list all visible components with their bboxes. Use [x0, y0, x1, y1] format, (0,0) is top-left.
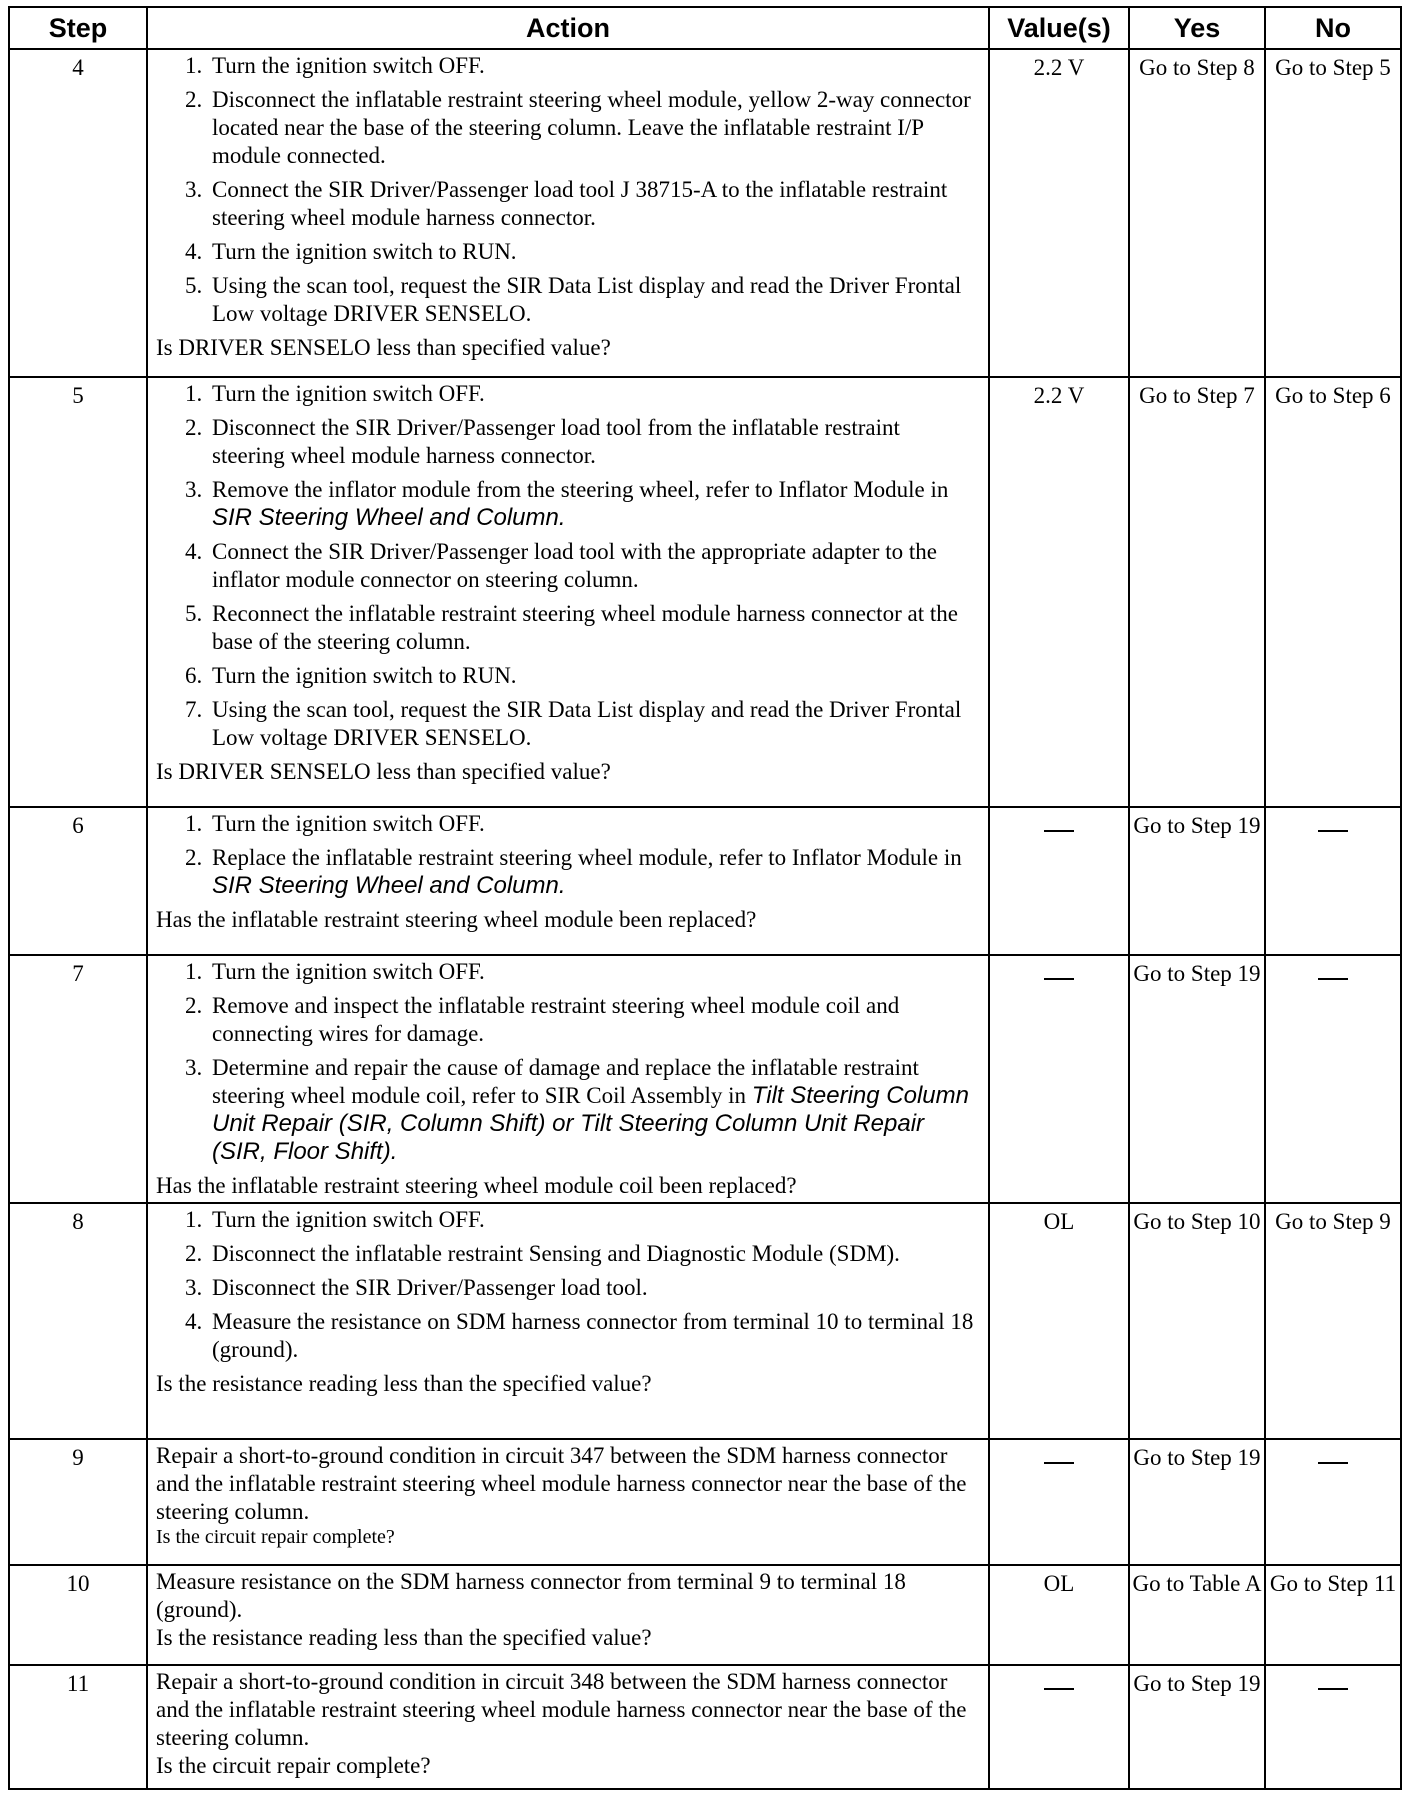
table-row	[9, 1665, 1401, 1789]
action-step: 2. Remove and inspect the inflatable restraint steering wheel module coil and connecting wires for damage.	[208, 992, 978, 1048]
value-cell	[989, 955, 1129, 1203]
action-question: Is the circuit repair complete?	[156, 1753, 431, 1778]
action-step: 4. Measure the resistance on SDM harness connector from terminal 10 to terminal 18 (ground).	[208, 1308, 978, 1364]
action-step: 2. Disconnect the inflatable restraint Sensing and Diagnostic Module (SDM).	[208, 1240, 978, 1268]
manual-reference: Tilt Steering Column Unit Repair (SIR, Column Shift) or Tilt Steering Column Unit Repair (SIR, Floor Shift).	[212, 1082, 969, 1165]
diagnostic-table	[8, 6, 1402, 1790]
value-cell: OL	[989, 1565, 1129, 1665]
dash-mark	[1318, 978, 1348, 980]
action-cell	[147, 49, 989, 377]
action-text: Repair a short-to-ground condition in circuit 347 between the SDM harness connector and the inflatable restraint steering wheel module harness connector near the base of the steering column.	[156, 1443, 967, 1524]
manual-reference: SIR Steering Wheel and Column.	[212, 872, 566, 899]
action-step: 7. Using the scan tool, request the SIR Data List display and read the Driver Frontal Low voltage DRIVER SENSELO.	[208, 696, 978, 752]
action-step-text: Remove the inflator module from the steering wheel, refer to Inflator Module in	[212, 477, 949, 502]
no-cell	[1265, 1439, 1401, 1565]
action-question: Has the inflatable restraint steering wheel module coil been replaced?	[156, 1173, 797, 1198]
header-yes: Yes	[1129, 7, 1265, 49]
step-number: 5	[9, 377, 147, 807]
dash-mark	[1318, 830, 1348, 832]
action-step: 6. Turn the ignition switch to RUN.	[208, 662, 978, 690]
action-step: 3. Connect the SIR Driver/Passenger load tool J 38715-A to the inflatable restraint steering wheel module harness connector.	[208, 176, 978, 232]
value-cell	[989, 807, 1129, 955]
table-row	[9, 955, 1401, 1203]
action-question: Is the resistance reading less than the specified value?	[156, 1625, 652, 1650]
dash-mark	[1044, 1462, 1074, 1464]
step-number: 9	[9, 1439, 147, 1565]
action-step: 5. Reconnect the inflatable restraint steering wheel module harness connector at the base of the steering column.	[208, 600, 978, 656]
header-action: Action	[147, 7, 989, 49]
step-number: 11	[9, 1665, 147, 1789]
action-cell	[147, 1439, 989, 1565]
action-step	[208, 844, 978, 900]
action-step: 1. Turn the ignition switch OFF.	[208, 1206, 978, 1234]
no-cell: Go to Step 5	[1265, 49, 1401, 377]
action-steps	[156, 810, 978, 900]
action-step: 1. Turn the ignition switch OFF.	[208, 52, 978, 80]
manual-reference: SIR Steering Wheel and Column.	[212, 504, 566, 531]
no-cell: Go to Step 9	[1265, 1203, 1401, 1439]
action-step: 1. Turn the ignition switch OFF.	[208, 958, 978, 986]
step-number: 8	[9, 1203, 147, 1439]
action-cell	[147, 807, 989, 955]
value-cell: 2.2 V	[989, 377, 1129, 807]
yes-cell: Go to Step 10	[1129, 1203, 1265, 1439]
value-cell	[989, 1665, 1129, 1789]
action-cell	[147, 377, 989, 807]
action-text: Repair a short-to-ground condition in circuit 348 between the SDM harness connector and the inflatable restraint steering wheel module harness connector near the base of the steering column.	[156, 1669, 967, 1750]
action-step-text: Replace the inflatable restraint steering wheel module, refer to Inflator Module in	[212, 845, 962, 870]
action-step: 2. Disconnect the inflatable restraint steering wheel module, yellow 2-way connector located near the base of the steering column. Leave the inflatable restraint I/P module connected.	[208, 86, 978, 170]
action-question: Is DRIVER SENSELO less than specified value?	[156, 759, 611, 784]
yes-cell: Go to Step 7	[1129, 377, 1265, 807]
action-step	[208, 1054, 978, 1166]
dash-mark	[1318, 1462, 1348, 1464]
table-row	[9, 377, 1401, 807]
yes-cell: Go to Step 19	[1129, 955, 1265, 1203]
action-cell	[147, 1665, 989, 1789]
diagnostic-table-page	[8, 6, 1400, 1790]
table-row	[9, 1565, 1401, 1665]
action-step: 2. Disconnect the SIR Driver/Passenger load tool from the inflatable restraint steering wheel module harness connector.	[208, 414, 978, 470]
action-step: 1. Turn the ignition switch OFF.	[208, 810, 978, 838]
action-step: 4. Connect the SIR Driver/Passenger load tool with the appropriate adapter to the inflator module connector on steering column.	[208, 538, 978, 594]
yes-cell: Go to Step 19	[1129, 807, 1265, 955]
action-steps	[156, 1206, 978, 1364]
action-steps	[156, 380, 978, 752]
value-cell	[989, 1439, 1129, 1565]
header-no: No	[1265, 7, 1401, 49]
no-cell	[1265, 1665, 1401, 1789]
step-number: 7	[9, 955, 147, 1203]
yes-cell: Go to Table A	[1129, 1565, 1265, 1665]
yes-cell: Go to Step 19	[1129, 1665, 1265, 1789]
no-cell	[1265, 807, 1401, 955]
value-cell: 2.2 V	[989, 49, 1129, 377]
action-cell	[147, 955, 989, 1203]
step-number: 6	[9, 807, 147, 955]
table-row	[9, 49, 1401, 377]
yes-cell: Go to Step 8	[1129, 49, 1265, 377]
action-step-text: Determine and repair the cause of damage and replace the inflatable restraint steering wheel module coil, refer to SIR Coil Assembly in	[212, 1055, 919, 1108]
step-number: 4	[9, 49, 147, 377]
dash-mark	[1318, 1688, 1348, 1690]
header-row	[9, 7, 1401, 49]
action-steps	[156, 52, 978, 328]
dash-mark	[1044, 1688, 1074, 1690]
action-question: Is DRIVER SENSELO less than specified value?	[156, 335, 611, 360]
table-row	[9, 1439, 1401, 1565]
no-cell	[1265, 955, 1401, 1203]
action-step: 1. Turn the ignition switch OFF.	[208, 380, 978, 408]
no-cell: Go to Step 6	[1265, 377, 1401, 807]
action-cell	[147, 1565, 989, 1665]
header-step: Step	[9, 7, 147, 49]
action-step: 4. Turn the ignition switch to RUN.	[208, 238, 978, 266]
action-question: Is the circuit repair complete?	[156, 1526, 395, 1548]
action-question: Is the resistance reading less than the specified value?	[156, 1371, 652, 1396]
action-steps	[156, 958, 978, 1166]
table-row	[9, 1203, 1401, 1439]
yes-cell: Go to Step 19	[1129, 1439, 1265, 1565]
no-cell: Go to Step 11	[1265, 1565, 1401, 1665]
action-cell	[147, 1203, 989, 1439]
action-text: Measure resistance on the SDM harness connector from terminal 9 to terminal 18 (ground).	[156, 1569, 906, 1622]
dash-mark	[1044, 978, 1074, 980]
step-number: 10	[9, 1565, 147, 1665]
value-cell: OL	[989, 1203, 1129, 1439]
action-step	[208, 476, 978, 532]
header-values: Value(s)	[989, 7, 1129, 49]
action-step: 5. Using the scan tool, request the SIR Data List display and read the Driver Frontal Low voltage DRIVER SENSELO.	[208, 272, 978, 328]
table-row	[9, 807, 1401, 955]
action-question: Has the inflatable restraint steering wheel module been replaced?	[156, 907, 757, 932]
action-step: 3. Disconnect the SIR Driver/Passenger load tool.	[208, 1274, 978, 1302]
dash-mark	[1044, 830, 1074, 832]
